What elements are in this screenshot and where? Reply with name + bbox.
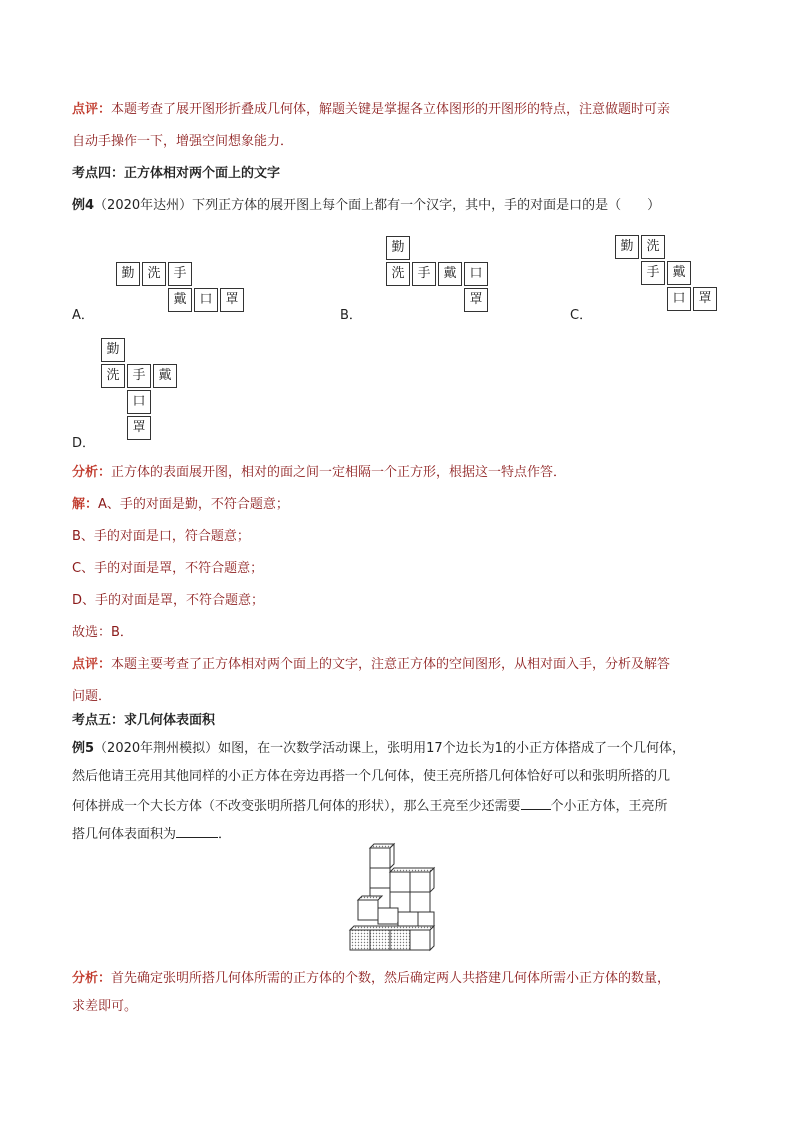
option-c-label: C． (570, 308, 593, 323)
example-4 (72, 197, 660, 215)
net-cell: 戴 (438, 262, 462, 286)
net-cell: 罩 (127, 416, 151, 440)
analysis-text: 正方体的表面展开图，相对的面之间一定相隔一个正方形，根据这一特点作答． (111, 465, 567, 480)
net-cell: 手 (127, 364, 151, 388)
net-cell: 洗 (142, 262, 166, 286)
example-label: 例5 (72, 741, 95, 756)
analysis-paragraph-5 (72, 970, 670, 988)
review-label: 点评： (72, 102, 112, 117)
example-text: （2020年达州）下列正方体的展开图上每个面上都有一个汉字，其中，手的对面是口的是（ ） (94, 198, 661, 213)
solution-answer: 故选：B． (72, 625, 133, 640)
net-cell: 口 (194, 288, 218, 312)
net-cell: 手 (412, 262, 436, 286)
topic-heading: 考点五：求几何体表面积 (72, 713, 216, 728)
option-b-label: B． (340, 308, 362, 323)
example-5-line1 (72, 740, 685, 758)
review-text: 本题考查了展开图形折叠成几何体，解题关键是掌握各立体图形的开图形的特点，注意做题时可亲 (111, 102, 671, 117)
net-cell: 洗 (386, 262, 410, 286)
example-5-line3 (72, 797, 668, 816)
net-cell: 戴 (153, 364, 177, 388)
analysis-paragraph (72, 464, 566, 482)
net-cell: 勤 (615, 235, 639, 259)
analysis-label: 分析： (72, 465, 112, 480)
net-cell: 戴 (667, 261, 691, 285)
example-text: （2020年荆州模拟）如图，在一次数学活动课上，张明用17个边长为1的小正方体搭成了一个几何体， (94, 741, 685, 756)
analysis-text-line2: 求差即可。 (72, 999, 138, 1014)
option-d-label: D． (72, 436, 96, 451)
answer-blank-area (176, 825, 218, 838)
cube-stack-figure (348, 842, 468, 962)
net-cell: 手 (168, 262, 192, 286)
solution-label: 解： (72, 497, 99, 512)
net-cell: 口 (464, 262, 488, 286)
solution-line-c: C、手的对面是罩，不符合题意； (72, 561, 264, 576)
net-cell: 口 (127, 390, 151, 414)
review-label: 点评： (72, 657, 112, 672)
example-text: 个小正方体，王亮所 (550, 799, 668, 814)
solution-text: A、手的对面是勤，不符合题意； (98, 497, 289, 512)
topic-heading: 考点四：正方体相对两个面上的文字 (72, 166, 281, 181)
net-cell: 勤 (101, 338, 125, 362)
review-paragraph-2 (72, 656, 670, 674)
net-cell: 洗 (641, 235, 665, 259)
review-text-line2: 自动手操作一下，增强空间想象能力． (72, 134, 294, 149)
analysis-label: 分析： (72, 971, 112, 986)
solution-line-a (72, 496, 289, 514)
example-label: 例4 (72, 198, 95, 213)
review-paragraph (72, 101, 670, 119)
net-cell: 勤 (116, 262, 140, 286)
solution-line-b: B、手的对面是口，符合题意； (72, 529, 250, 544)
net-cell: 手 (641, 261, 665, 285)
example-text: 搭几何体表面积为 (72, 827, 177, 842)
analysis-text: 首先确定张明所搭几何体所需的正方体的个数，然后确定两人共搭建几何体所需小正方体的数量， (111, 971, 671, 986)
example-5-line2: 然后他请王亮用其他同样的小正方体在旁边再搭一个几何体，使王亮所搭几何体恰好可以和张明所搭的几 (72, 769, 671, 784)
net-cell: 罩 (693, 287, 717, 311)
solution-line-d: D、手的对面是罩，不符合题意； (72, 593, 265, 608)
review-text-line2: 问题． (72, 689, 112, 704)
example-5-line4 (72, 825, 231, 844)
net-cell: 洗 (101, 364, 125, 388)
net-cell: 罩 (220, 288, 244, 312)
net-cell: 勤 (386, 236, 410, 260)
net-cell: 戴 (168, 288, 192, 312)
net-cell: 口 (667, 287, 691, 311)
example-text: ． (218, 827, 232, 842)
option-a-label: A． (72, 308, 94, 323)
net-cell: 罩 (464, 288, 488, 312)
review-text: 本题主要考查了正方体相对两个面上的文字，注意正方体的空间图形，从相对面入手，分析及解答 (111, 657, 671, 672)
answer-blank-count (521, 797, 551, 810)
example-text: 何体拼成一个大长方体（不改变张明所搭几何体的形状），那么王亮至少还需要 (72, 799, 521, 814)
